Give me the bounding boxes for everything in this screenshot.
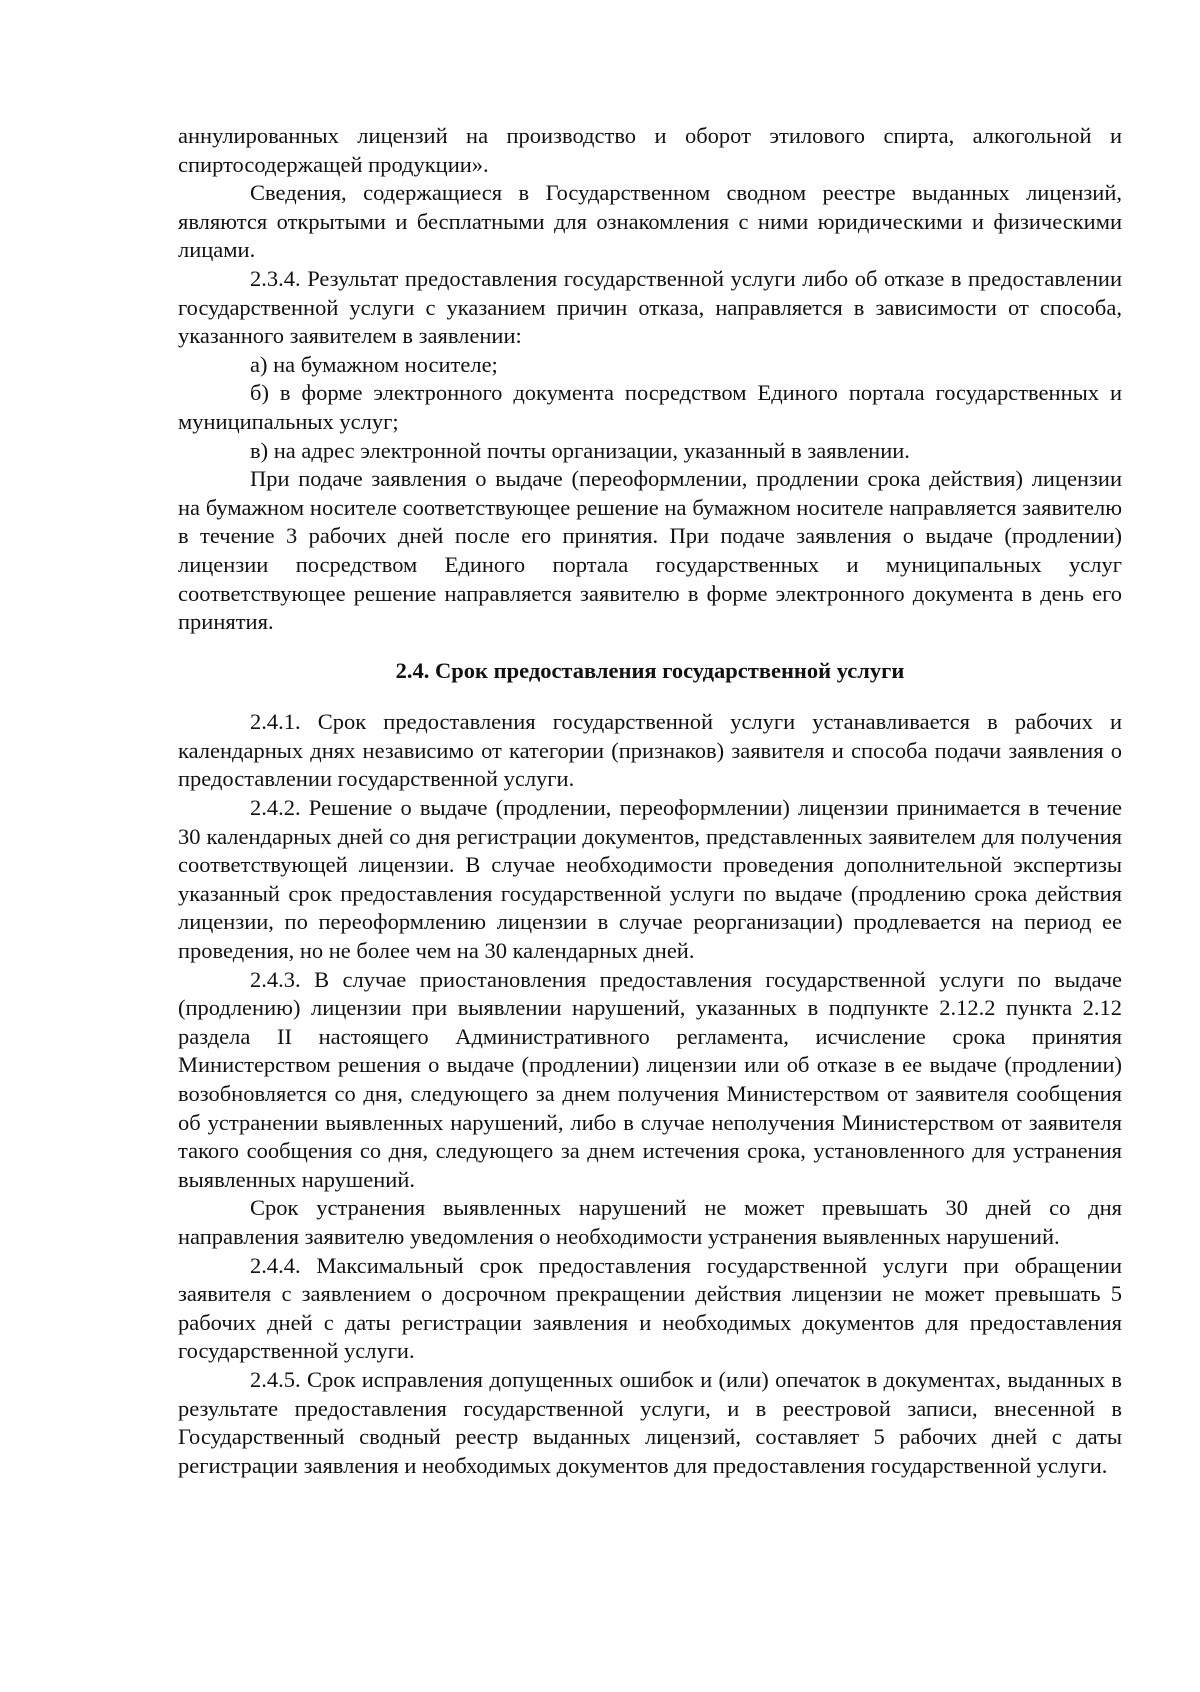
paragraph-2-4-4: 2.4.4. Максимальный срок предоставления государственной услуги при обращении заявителя с заявлением о досрочном прекращении действия лицензии не может превышать 5 рабочих дней с даты регистрации заявления и необходимых документов для предоставления государственной услуги. — [178, 1252, 1122, 1364]
paragraph-submission: При подаче заявления о выдаче (переоформлении, продлении срока действия) лицензии на бумажном носителе соответствующее решение на бумажном носителе направляется заявителю в течение 3 рабочих дней после его принятия. При подаче заявления о выдаче (продлении) лицензии посредством Единого портала государственных и муниципальных услуг соответствующее решение направляется заявителю в форме электронного документа в день его принятия. — [178, 466, 1122, 635]
paragraph-2-4-2: 2.4.2. Решение о выдаче (продлении, переоформлении) лицензии принимается в течение 30 календарных дней со дня регистрации документов, представленных заявителем для получения соответствующей лицензии. В случае необходимости проведения дополнительной экспертизы указанный срок предоставления государственной услуги по выдаче (продлению срока действия лицензии, по переоформлению лицензии в случае реорганизации) продлевается на период ее проведения, но не более чем на 30 календарных дней. — [178, 795, 1122, 964]
document-page — [178, 122, 1122, 1480]
list-item-b: б) в форме электронного документа посредством Единого портала государственных и муниципальных услуг; — [178, 380, 1122, 434]
paragraph-2-4-1: 2.4.1. Срок предоставления государственной услуги устанавливается в рабочих и календарных днях независимо от категории (признаков) заявителя и способа подачи заявления о предоставлении государственной услуги. — [178, 709, 1122, 792]
paragraph-2-3-4: 2.3.4. Результат предоставления государственной услуги либо об отказе в предоставлении государственной услуги с указанием причин отказа, направляется в зависимости от способа, указанного заявителем в заявлении: — [178, 265, 1122, 349]
section-heading: 2.4. Срок предоставления государственной услуги — [395, 657, 905, 683]
paragraph-violation-term: Срок устранения выявленных нарушений не может превышать 30 дней со дня направления заявителю уведомления о необходимости устранения выявленных нарушений. — [178, 1195, 1122, 1249]
list-item-a: а) на бумажном носителе; — [250, 351, 498, 377]
paragraph-continuation: аннулированных лицензий на производство и оборот этилового спирта, алкогольной и спиртосодержащей продукции». — [178, 123, 1122, 177]
paragraph-registry-info: Сведения, содержащиеся в Государственном сводном реестре выданных лицензий, являются открытыми и бесплатными для ознакомления с ними юридическими и физическими лицами. — [178, 180, 1122, 263]
list-item-v: в) на адрес электронной почты организации, указанный в заявлении. — [250, 437, 910, 463]
paragraph-2-4-5: 2.4.5. Срок исправления допущенных ошибок и (или) опечаток в документах, выданных в результате предоставления государственной услуги, и в реестровой записи, внесенной в Государственный сводный реестр выданных лицензий, составляет 5 рабочих дней с даты регистрации заявления и необходимых документов для предоставления государственной услуги. — [178, 1366, 1122, 1478]
paragraph-2-4-3: 2.4.3. В случае приостановления предоставления государственной услуги по выдаче (продлению) лицензии при выявлении нарушений, указанных в подпункте 2.12.2 пункта 2.12 раздела II настоящего Административного регламента, исчисление срока принятия Министерством решения о выдаче (продлении) лицензии или об отказе в ее выдаче (продлении) возобновляется со дня, следующего за днем получения Министерством от заявителя сообщения об устранении выявленных нарушений, либо в случае неполучения Министерством от заявителя такого сообщения со дня, следующего за днем истечения срока, установленного для устранения выявленных нарушений. — [178, 966, 1122, 1192]
